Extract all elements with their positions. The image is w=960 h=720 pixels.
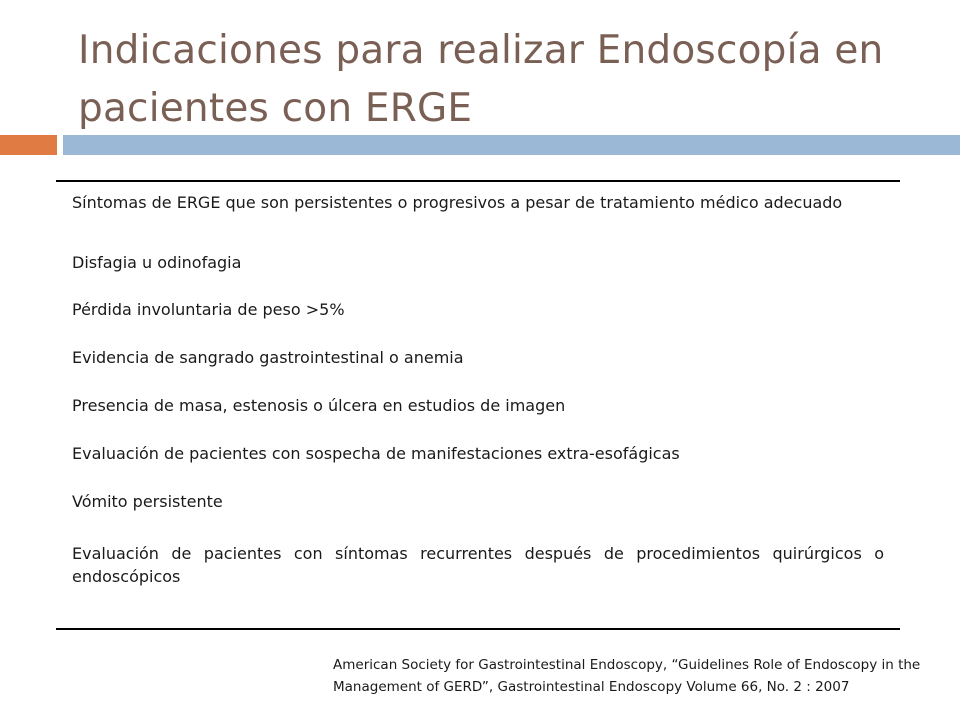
citation-text: American Society for Gastrointestinal Endoscopy, “Guidelines Role of Endoscopy in the Management of GERD”, Gastrointestinal Endoscopy Volume 66, No. 2 : 2007 (333, 657, 921, 695)
table-row: Disfagia u odinofagia (72, 253, 242, 272)
slide-title: Indicaciones para realizar Endoscopía en pacientes con ERGE (78, 28, 884, 131)
table-row: Presencia de masa, estenosis o úlcera en estudios de imagen (72, 396, 566, 415)
table-row: Evaluación de pacientes con síntomas recurrentes después de procedimientos quirúrgicos o endoscópicos (72, 544, 884, 586)
table-row: Síntomas de ERGE que son persistentes o progresivos a pesar de tratamiento médico adecuado (72, 193, 843, 212)
accent-bar-orange (0, 135, 57, 155)
table-row: Evaluación de pacientes con sospecha de manifestaciones extra-esofágicas (72, 444, 680, 463)
table-row: Vómito persistente (72, 492, 223, 511)
indications-table (56, 180, 900, 630)
accent-bar-blue (63, 135, 960, 155)
table-row: Evidencia de sangrado gastrointestinal o anemia (72, 348, 464, 367)
table-row: Pérdida involuntaria de peso >5% (72, 300, 345, 319)
